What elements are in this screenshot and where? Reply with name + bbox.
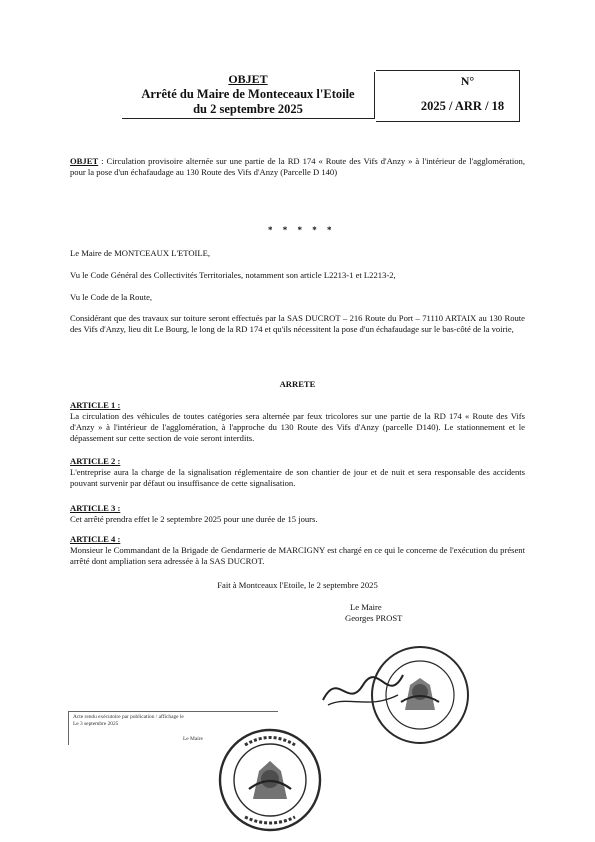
header-number-box: [376, 70, 520, 122]
signer-name: Georges PROST: [345, 613, 403, 623]
article-3-text: Cet arrêté prendra effet le 2 septembre 2025 pour une durée de 15 jours.: [70, 514, 318, 524]
maire-line: Le Maire de MONTCEAUX L'ETOILE,: [70, 248, 211, 258]
executory-le-maire: Le Maire: [183, 736, 203, 742]
objet-label: OBJET: [70, 156, 99, 166]
arrete-title: ARRETE: [279, 379, 316, 389]
header-title-box: [122, 72, 375, 119]
vu-code-route: Vu le Code de la Route,: [70, 292, 153, 302]
article-3-head: ARTICLE 3 :: [70, 503, 121, 513]
article-1-head: ARTICLE 1 :: [70, 400, 121, 410]
signer-title: Le Maire: [350, 602, 382, 612]
mairie-stamp-bottom: [215, 725, 325, 835]
executory-line2: Le 3 septembre 2025: [73, 720, 119, 727]
executory-line1: Acte rendu exécutoire par publication / affichage le: [73, 714, 184, 720]
article-4-head: ARTICLE 4 :: [70, 534, 121, 544]
objet-paragraph: [70, 156, 525, 178]
considerant-paragraph: Considérant que des travaux sur toiture seront effectués par la SAS DUCROT – 216 Route du Port – 71110 ARTAIX au 130 Route des Vifs d'Anzy, lieu dit Le Bourg, le long de la RD 174 et qu'ils nécessitent la pose d'un échafaudage sur le bas-côté de la voirie,: [70, 313, 525, 334]
signature: [318, 665, 408, 715]
separator-stars: * * * * *: [268, 225, 336, 235]
header-title-line1: Arrêté du Maire de Monteceaux l'Etoile: [141, 87, 355, 101]
vu-cgct: Vu le Code Général des Collectivités Territoriales, notamment son article L2213-1 et L2213-2,: [70, 270, 396, 280]
objet-text: : Circulation provisoire alternée sur une partie de la RD 174 « Route des Vifs d'Anzy » à l'intérieur de l'agglomération, pour la pose d'un échafaudage au 130 Route des Vifs d'Anzy (Parcelle D 140): [70, 156, 525, 177]
article-2-text: L'entreprise aura la charge de la signalisation réglementaire de son chantier de jour et de nuit et sera responsable des accidents pouvant survenir par défaut ou insuffisance de cette signalisation.: [70, 467, 525, 488]
header-objet-label: OBJET: [228, 72, 268, 86]
place-date: Fait à Montceaux l'Etoile, le 2 septembre 2025: [217, 580, 378, 590]
header-number-value: 2025 / ARR / 18: [420, 99, 505, 113]
header-number-label: N°: [460, 74, 475, 88]
article-1-text: La circulation des véhicules de toutes catégories sera alternée par feux tricolores sur une partie de la RD 174 « Route des Vifs d'Anzy » à l'intérieur de l'agglomération, à l'approche du 130 Route des Vifs d'Anzy (parcelle D140). Le stationnement et le dépassement sur cette section de voie seront interdits.: [70, 411, 525, 443]
article-2-head: ARTICLE 2 :: [70, 456, 121, 466]
article-4-text: Monsieur le Commandant de la Brigade de Gendarmerie de MARCIGNY est chargé en ce qui le concerne de l'exécution du présent arrêté dont ampliation sera adressée à la SAS DUCROT.: [70, 545, 525, 566]
header-title-line2: du 2 septembre 2025: [193, 102, 303, 116]
